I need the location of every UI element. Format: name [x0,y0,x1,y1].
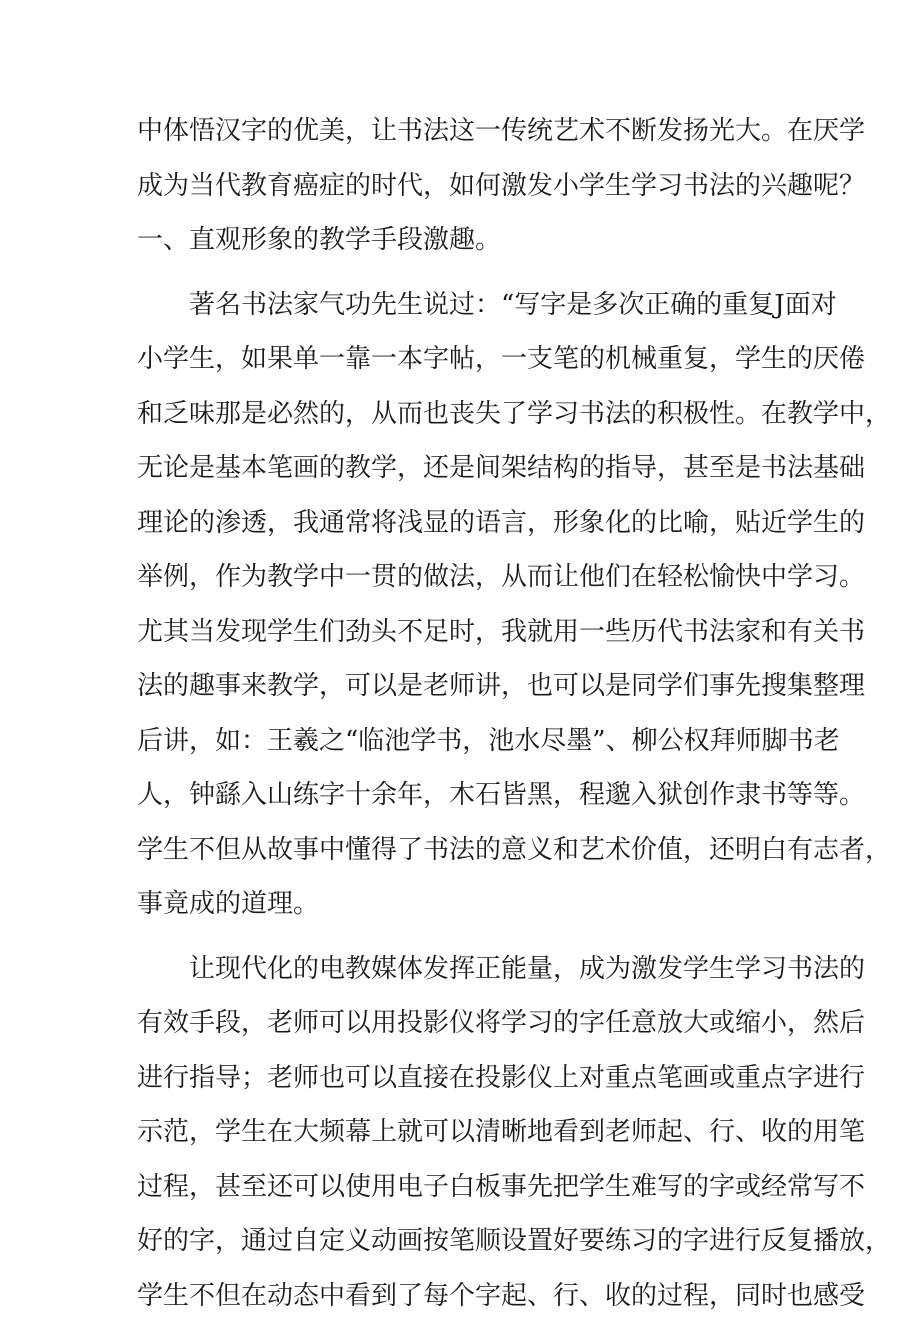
text-line: 法的趣事来教学，可以是老师讲，也可以是同学们事先搜集整理 [137,659,792,714]
text-line: 进行指导；老师也可以直接在投影仪上对重点笔画或重点字进行 [137,1051,792,1106]
text-line: 人，钟繇入山练字十余年，木石皆黑，程邈入狱创作隶书等等。 [137,768,792,823]
text-line: 无论是基本笔画的教学，还是间架结构的指导，甚至是书法基础 [137,441,792,496]
paragraph-gap [137,268,792,278]
paragraph-gap [137,932,792,942]
text-line: 小学生，如果单一靠一本字帖，一支笔的机械重复，学生的厌倦 [137,332,792,387]
text-line: 学生不但从故事中懂得了书法的意义和艺术价值，还明白有志者， [137,823,792,878]
text-line: 有效手段，老师可以用投影仪将学习的字任意放大或缩小，然后 [137,996,792,1051]
paragraph-multimedia [137,942,792,1323]
text-line: 著名书法家气功先生说过：“写字是多次正确的重复J面对 [137,278,792,333]
paragraph-continuation [137,104,792,213]
text-line: 示范，学生在大频幕上就可以清晰地看到老师起、行、收的用笔 [137,1105,792,1160]
heading-line: 一、直观形象的教学手段激趣。 [137,213,792,268]
text-line: 学生不但在动态中看到了每个字起、行、收的过程，同时也感受 [137,1269,792,1323]
paragraph-calligrapher-quote [137,278,792,932]
text-line: 让现代化的电教媒体发挥正能量，成为激发学生学习书法的 [137,942,792,997]
text-line: 好的字，通过自定义动画按笔顺设置好要练习的字进行反复播放， [137,1214,792,1269]
text-line: 后讲，如：王羲之“临池学书，池水尽墨”、柳公权拜师脚书老 [137,714,792,769]
text-line: 和乏味那是必然的，从而也丧失了学习书法的积极性。在教学中， [137,387,792,442]
body-text [137,104,792,1323]
text-line: 成为当代教育癌症的时代，如何激发小学生学习书法的兴趣呢？ [137,159,792,214]
text-line: 事竟成的道理。 [137,877,792,932]
section-heading [137,213,792,268]
text-line: 尤其当发现学生们劲头不足时，我就用一些历代书法家和有关书 [137,605,792,660]
text-line: 理论的渗透，我通常将浅显的语言，形象化的比喻，贴近学生的 [137,496,792,551]
text-line: 中体悟汉字的优美，让书法这一传统艺术不断发扬光大。在厌学 [137,104,792,159]
text-line: 过程，甚至还可以使用电子白板事先把学生难写的字或经常写不 [137,1160,792,1215]
text-line: 举例，作为教学中一贯的做法，从而让他们在轻松愉快中学习。 [137,550,792,605]
